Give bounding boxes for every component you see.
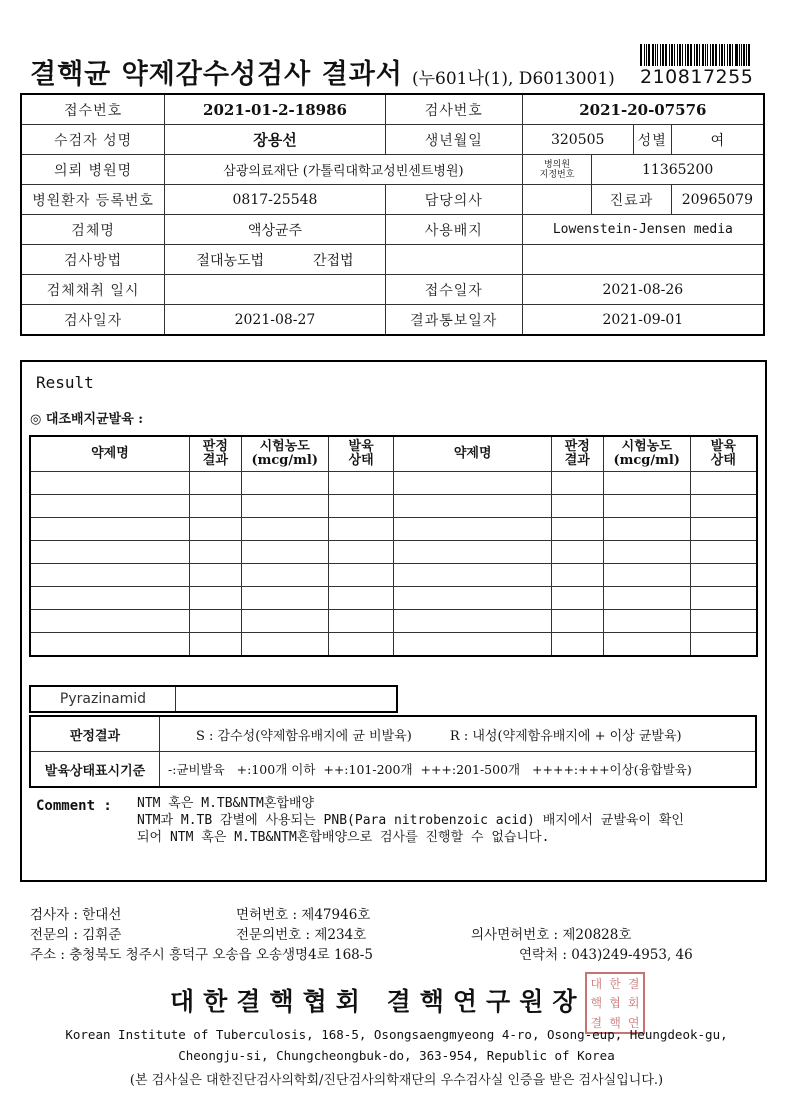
table-row: [30, 633, 757, 657]
table-cell: [189, 633, 241, 657]
table-row: [30, 564, 757, 587]
table-cell: [551, 610, 603, 633]
specimen-label: 검체명: [21, 215, 165, 245]
table-cell: [30, 518, 189, 541]
seal-glyph: 핵: [609, 1015, 621, 1030]
col-drug-name: 약제명: [30, 436, 189, 472]
barcode-bar: [652, 44, 655, 66]
barcode-bar: [655, 44, 656, 66]
test-no: 2021-20-07576: [522, 94, 764, 125]
table-cell: [189, 541, 241, 564]
method-2: 간접법: [312, 252, 354, 269]
legend-table: [29, 715, 757, 788]
table-cell: [551, 587, 603, 610]
table-cell: [189, 472, 241, 495]
table-cell: [241, 610, 328, 633]
table-cell: [328, 518, 394, 541]
col-judge-2: 판정 결과: [551, 436, 603, 472]
judge-label: 판정결과: [30, 716, 160, 752]
reg-no: 0817-25548: [165, 185, 386, 215]
birth-date: 320505: [522, 125, 633, 155]
reg-no-label: 병원환자 등록번호: [21, 185, 165, 215]
table-cell: [328, 495, 394, 518]
seal-glyph: 결: [590, 1015, 603, 1030]
test-date: 2021-08-27: [165, 305, 386, 336]
license-no: 면허번호 : 제47946호: [236, 907, 371, 923]
table-cell: [394, 587, 551, 610]
col-drug-name-2: 약제명: [394, 436, 551, 472]
col-growth-2: 발육 상태: [690, 436, 757, 472]
organization-name: 대한결핵협회 결핵연구원장: [170, 987, 586, 1016]
judge-s: S : 감수성(약제함유배지에 균 비발육): [196, 728, 412, 744]
report-date: 2021-09-01: [522, 305, 764, 336]
barcode-bar: [739, 44, 740, 66]
barcode-bar: [702, 44, 704, 66]
barcode-bar: [657, 44, 658, 66]
comment-line-3: 되어 NTM 혹은 M.TB&NTM혼합배양으로 검사를 진행할 수 없습니다.: [137, 830, 550, 845]
table-cell: [690, 518, 757, 541]
sex: 여: [671, 125, 764, 155]
growth-label: 발육상태표시기준: [30, 752, 160, 788]
table-cell: [241, 587, 328, 610]
patient-name: 장용선: [165, 125, 386, 155]
table-cell: [690, 633, 757, 657]
table-row: [30, 541, 757, 564]
barcode-bar: [715, 44, 718, 66]
barcode-bar: [690, 44, 692, 66]
table-cell: [30, 633, 189, 657]
table-cell: [394, 633, 551, 657]
table-row: [30, 587, 757, 610]
table-cell: [189, 587, 241, 610]
barcode-bar: [741, 44, 742, 66]
method-1: 절대농도법: [196, 252, 265, 269]
specialist: 전문의 : 김휘준: [30, 927, 122, 943]
table-row: [30, 472, 757, 495]
barcode-bar: [669, 44, 670, 66]
table-cell: [394, 564, 551, 587]
test-no-label: 검사번호: [385, 94, 522, 125]
table-cell: [328, 610, 394, 633]
table-cell: [603, 633, 690, 657]
table-cell: [328, 472, 394, 495]
table-cell: [241, 633, 328, 657]
dept-label: 진료과: [592, 185, 671, 215]
hospital-code-label: [522, 155, 592, 185]
barcode-bar: [677, 44, 678, 66]
table-cell: [690, 472, 757, 495]
doctor: [522, 185, 592, 215]
dept: 20965079: [671, 185, 764, 215]
seal-glyph: 회: [627, 996, 640, 1011]
table-cell: [551, 518, 603, 541]
comment-line-2: NTM과 M.TB 감별에 사용되는 PNB(Para nitrobenzoic acid) 배지에서 균발육이 확인: [137, 813, 684, 828]
col-concentration-2: 시험농도 (mcg/ml): [603, 436, 690, 472]
english-address-2: Cheongju-si, Chungcheongbuk-do, 363-954, Republic of Korea: [178, 1048, 615, 1063]
table-cell: [394, 495, 551, 518]
receive-date-label: 접수일자: [385, 275, 522, 305]
barcode-bar: [743, 44, 745, 66]
hospital-code: 11365200: [592, 155, 764, 185]
table-cell: [603, 472, 690, 495]
doctor-license-no: 의사면허번호 : 제20828호: [471, 927, 632, 943]
barcode-bar: [685, 44, 686, 66]
pyrazinamid-row: [29, 685, 398, 713]
table-cell: [241, 518, 328, 541]
table-cell: [690, 541, 757, 564]
barcode-bar: [682, 44, 683, 66]
barcode-number: 210817255: [640, 66, 754, 88]
barcode-bar: [721, 44, 723, 66]
table-cell: [241, 472, 328, 495]
barcode: [640, 44, 752, 66]
barcode-bar: [719, 44, 720, 66]
table-cell: [603, 541, 690, 564]
barcode-bar: [727, 44, 728, 66]
method-label: 검사방법: [21, 245, 165, 275]
table-cell: [328, 633, 394, 657]
barcode-bar: [710, 44, 711, 66]
table-cell: [603, 564, 690, 587]
table-cell: [30, 587, 189, 610]
table-cell: [241, 495, 328, 518]
col-growth: 발육 상태: [328, 436, 394, 472]
table-cell: [603, 495, 690, 518]
barcode-bar: [724, 44, 725, 66]
judge-r: R : 내성(약제함유배지에 + 이상 균발육): [449, 728, 682, 744]
col-judge: 판정 결과: [189, 436, 241, 472]
doctor-label: 담당의사: [385, 185, 522, 215]
table-cell: [328, 587, 394, 610]
report-date-label: 결과통보일자: [385, 305, 522, 336]
table-row: [30, 610, 757, 633]
judge-criteria: [160, 716, 757, 752]
table-cell: [241, 541, 328, 564]
table-cell: [551, 633, 603, 657]
seal-glyph: 결: [627, 977, 640, 992]
comment-line-1: NTM 혹은 M.TB&NTM혼합배양: [137, 796, 315, 811]
medium: Lowenstein-Jensen media: [522, 215, 764, 245]
barcode-bar: [640, 44, 642, 66]
barcode-bar: [712, 44, 714, 66]
birth-label: 생년월일: [385, 125, 522, 155]
table-cell: [30, 610, 189, 633]
hospital-code-label-line2: 지정번호: [539, 169, 575, 180]
barcode-bar: [699, 44, 700, 66]
drug-result-table: [29, 435, 758, 657]
table-cell: [30, 495, 189, 518]
specialist-no: 전문의번호 : 제234호: [236, 927, 367, 943]
hospital-label: 의뢰 병원명: [21, 155, 165, 185]
collect-date: [165, 275, 386, 305]
table-cell: [551, 564, 603, 587]
table-cell: [394, 518, 551, 541]
address: 주소 : 충청북도 청주시 흥덕구 오송읍 오송생명4로 168-5: [30, 947, 373, 963]
certification-note: (본 검사실은 대한진단검사의학회/진단검사의학재단의 우수검사실 인증을 받은 검사실입니다.): [129, 1073, 664, 1088]
control-growth-label: ◎ 대조배지균발육 :: [30, 412, 144, 427]
hospital-code-label-line1: 병의원: [543, 159, 571, 170]
table-cell: [328, 564, 394, 587]
barcode-bar: [735, 44, 738, 66]
barcode-bar: [746, 44, 747, 66]
table-cell: [551, 541, 603, 564]
barcode-bar: [729, 44, 731, 66]
patient-info-table: [20, 93, 765, 336]
receive-date: 2021-08-26: [522, 275, 764, 305]
table-row: [30, 518, 757, 541]
seal-glyph: 핵: [590, 996, 603, 1011]
barcode-bar: [674, 44, 675, 66]
method: [165, 245, 386, 275]
table-cell: [30, 541, 189, 564]
table-cell: [394, 472, 551, 495]
table-cell: [603, 518, 690, 541]
seal-glyph: 연: [627, 1015, 640, 1030]
table-cell: [189, 495, 241, 518]
pyrazinamid-label: Pyrazinamid: [31, 687, 176, 711]
barcode-bar: [665, 44, 667, 66]
medium-label: 사용배지: [385, 215, 522, 245]
official-seal: [585, 972, 645, 1034]
document-code: (누601나(1), D6013001): [412, 69, 615, 89]
col-concentration: 시험농도 (mcg/ml): [241, 436, 328, 472]
patient-name-label: 수검자 성명: [21, 125, 165, 155]
comment-label: Comment :: [36, 798, 112, 814]
table-cell: [328, 541, 394, 564]
table-cell: [603, 610, 690, 633]
barcode-bar: [644, 44, 645, 66]
tester: 검사자 : 한대선: [30, 907, 122, 923]
growth-criteria: -:균비발육 +:100개 이하 ++:101-200개 +++:201-500개 ++++:+++이상(융합발육): [160, 752, 757, 788]
barcode-bar: [748, 44, 750, 66]
barcode-bar: [694, 44, 695, 66]
barcode-bar: [648, 44, 650, 66]
barcode-bar: [646, 44, 647, 66]
barcode-bar: [660, 44, 661, 66]
table-cell: [394, 541, 551, 564]
barcode-bar: [671, 44, 674, 66]
table-cell: [241, 564, 328, 587]
seal-glyph: 협: [609, 996, 621, 1011]
table-cell: [189, 518, 241, 541]
table-cell: [551, 472, 603, 495]
table-cell: [690, 587, 757, 610]
receipt-no: 2021-01-2-18986: [165, 94, 386, 125]
barcode-bar: [687, 44, 689, 66]
barcode-bar: [707, 44, 708, 66]
table-cell: [394, 610, 551, 633]
test-date-label: 검사일자: [21, 305, 165, 336]
table-cell: [30, 472, 189, 495]
sex-label: 성별: [633, 125, 671, 155]
table-cell: [189, 610, 241, 633]
table-header-row: [30, 436, 757, 472]
receipt-no-label: 접수번호: [21, 94, 165, 125]
hospital-name: 삼광의료재단 (가톨릭대학교성빈센트병원): [165, 155, 523, 185]
table-cell: [551, 495, 603, 518]
table-cell: [690, 564, 757, 587]
barcode-bar: [679, 44, 681, 66]
seal-glyph: 대: [590, 977, 603, 992]
contact: 연락처 : 043)249-4953, 46: [519, 947, 693, 963]
specimen: 액상균주: [165, 215, 386, 245]
barcode-bar: [732, 44, 733, 66]
collect-date-label: 검체채취 일시: [21, 275, 165, 305]
barcode-bar: [705, 44, 706, 66]
table-row: [30, 495, 757, 518]
table-cell: [603, 587, 690, 610]
barcode-bar: [662, 44, 664, 66]
barcode-bar: [696, 44, 699, 66]
result-title: Result: [36, 373, 94, 392]
document-title: 결핵균 약제감수성검사 결과서: [30, 59, 403, 90]
seal-glyph: 한: [609, 977, 621, 992]
table-cell: [30, 564, 189, 587]
table-cell: [690, 610, 757, 633]
table-cell: [189, 564, 241, 587]
english-address-1: Korean Institute of Tuberculosis, 168-5, Osongsaengmyeong 4-ro, Osong-eup, Heungdeok-gu,: [65, 1027, 728, 1042]
table-cell: [690, 495, 757, 518]
comment-text: [137, 795, 684, 846]
